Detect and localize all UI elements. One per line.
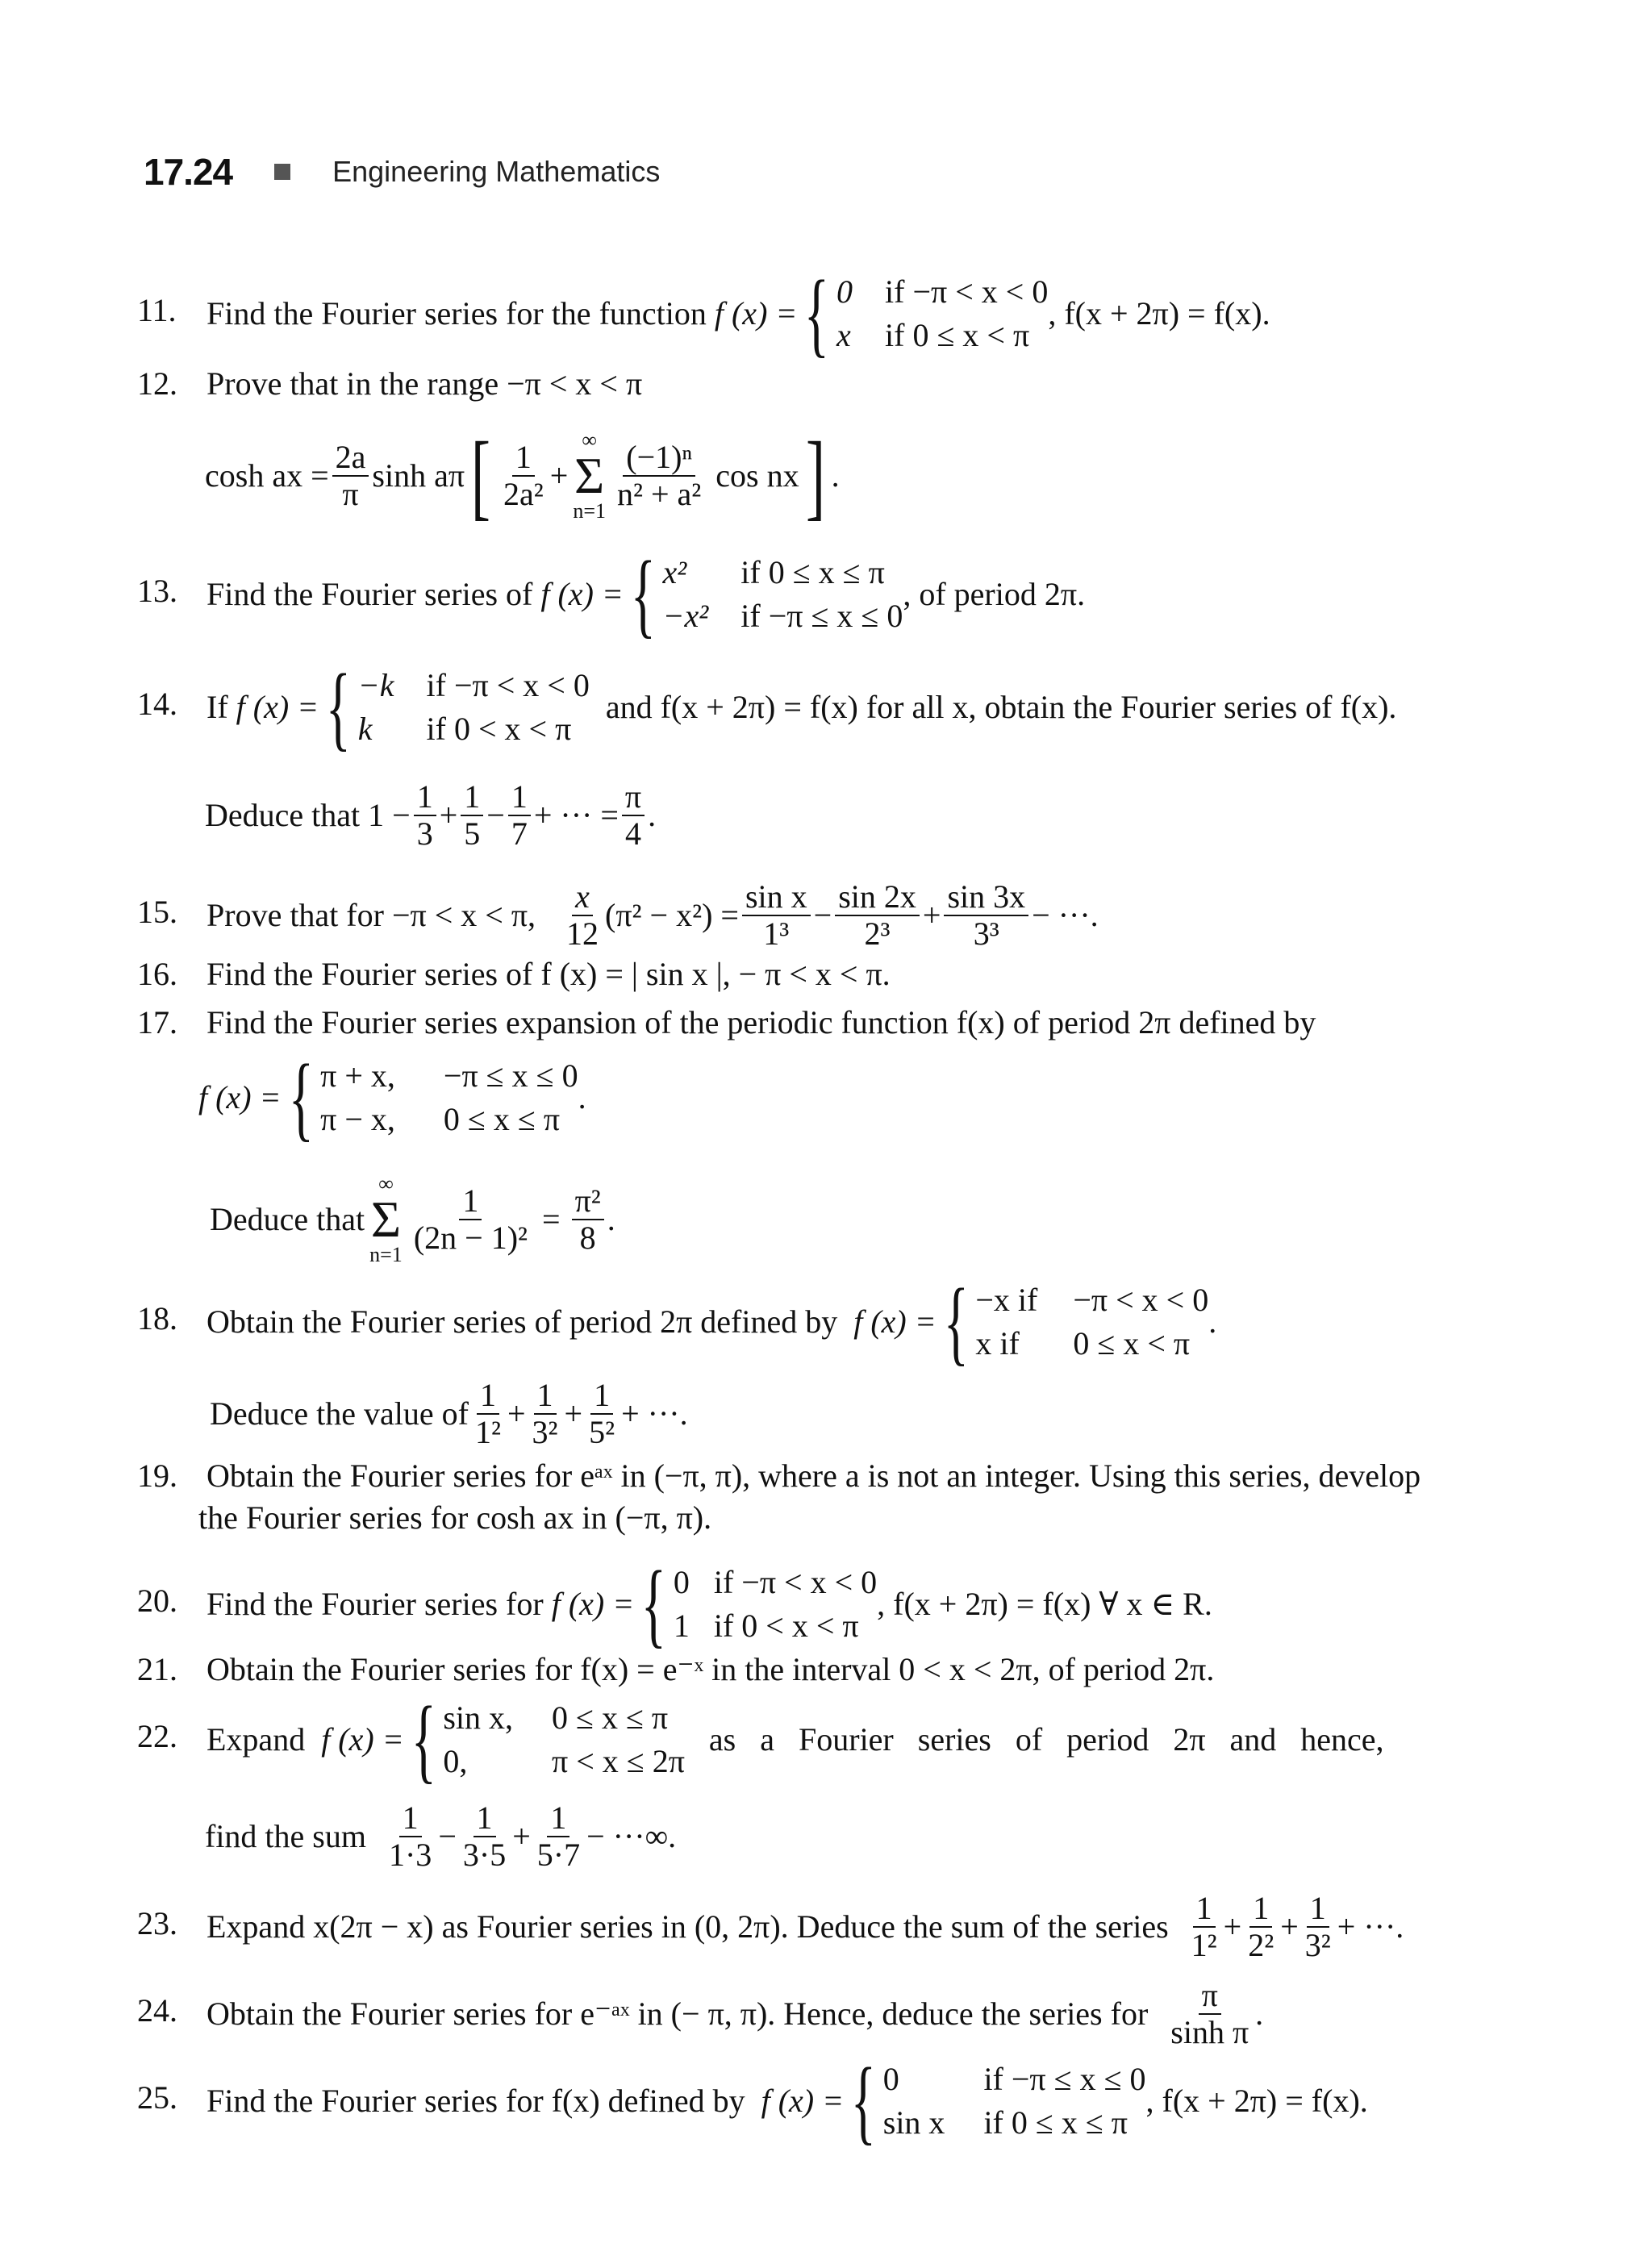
case-value: π − x, [320, 1101, 395, 1137]
end-period: . [648, 797, 657, 833]
case-condition: 0 ≤ x ≤ π [443, 1101, 561, 1137]
piecewise-cases [320, 1057, 578, 1139]
piecewise-cases [836, 273, 1048, 355]
numerator: 1 [534, 1378, 557, 1415]
left-brace: { [850, 2048, 877, 2154]
fraction [586, 1378, 618, 1450]
denominator: 3² [532, 1414, 558, 1450]
case-condition: if −π < x < 0 [885, 273, 1049, 310]
numerator: (−1)ⁿ [623, 440, 695, 477]
numerator: 1 [512, 440, 535, 477]
problem-text: Expand [206, 1721, 306, 1758]
case-condition: if −π < x < 0 [426, 667, 590, 703]
numerator: sin 2x [835, 879, 920, 916]
problem-24 [137, 1978, 1263, 2050]
denominator: 3³ [973, 915, 999, 952]
problem-text: Find the Fourier series for the function [206, 295, 707, 332]
series-tail: + ···. [1337, 1908, 1404, 1945]
sigma-icon: Σ [370, 1191, 402, 1248]
function-label: f (x) = [714, 295, 798, 332]
denominator: 1² [474, 1414, 501, 1450]
deduce-18: Deduce the value of $\frac{1}{\text{1²}}$ + $\frac{1}{\text{3²}}$ + $\frac{1}{\text{5²}}$ + ···. [210, 1377, 688, 1450]
case-condition: if 0 ≤ x ≤ π [983, 2104, 1128, 2141]
series-tail: + ··· = [533, 797, 619, 833]
numerator: 1 [473, 1800, 496, 1837]
deduce-17 [210, 1173, 615, 1266]
equation-12 [205, 422, 840, 529]
problem-number: 19. [137, 1457, 177, 1494]
problem-16 [137, 955, 891, 994]
case-condition: π < x ≤ 2π [552, 1743, 685, 1779]
case-condition: if −π ≤ x ≤ 0 [983, 2061, 1146, 2097]
piecewise-cases [975, 1281, 1208, 1363]
denominator: 1² [1191, 1927, 1217, 1963]
numerator: π [1199, 1978, 1221, 2015]
case-value: x if [975, 1325, 1020, 1362]
denominator: 7 [511, 815, 528, 852]
range-expression: −π < x < π [507, 365, 643, 402]
problem-13 [137, 541, 1086, 647]
cos-term: cos nx [715, 457, 799, 494]
sum-lower: n=1 [573, 499, 606, 523]
equation-lhs: cosh ax = [205, 457, 329, 494]
numerator: 1 [590, 1378, 613, 1415]
problem-number: 25. [137, 2079, 177, 2116]
end-period: . [578, 1079, 586, 1115]
fraction [461, 779, 483, 852]
case-condition: 0 ≤ x ≤ π [552, 1699, 669, 1736]
case-value: 0 [673, 1564, 690, 1600]
case-value: x² [662, 554, 687, 590]
problem-14 [137, 654, 1397, 760]
problem-text: Prove that in the range [206, 365, 499, 402]
problem-number: 21. [137, 1651, 177, 1687]
problem-20 [137, 1551, 1212, 1657]
fraction [614, 440, 704, 512]
problem-text: Obtain the Fourier series for eᵃˣ in (−π, π), where a is not an integer. Using this series, develop [206, 1457, 1421, 1494]
function-label: f (x) = [551, 1586, 635, 1622]
denominator: 3 [416, 815, 433, 852]
problem-text: Find the Fourier series for f(x) defined by [206, 2083, 745, 2119]
equals-sign: = [542, 1201, 561, 1237]
sum-upper: ∞ [582, 428, 597, 452]
fraction [529, 1378, 561, 1450]
problem-number: 23. [137, 1905, 177, 1942]
deduce-text: Deduce that [210, 1201, 365, 1237]
sum-lower: n=1 [369, 1243, 403, 1266]
numerator: 1 [1193, 1891, 1216, 1928]
fraction [460, 1800, 509, 1873]
denominator: 2² [1248, 1927, 1274, 1963]
function-label: f (x) = [853, 1303, 937, 1340]
numerator: sin x [742, 879, 811, 916]
problem-text: Find the Fourier series of f (x) = | sin x |, − π < x < π. [206, 956, 891, 992]
problem-text: Find the Fourier series expansion of the periodic function f(x) of period 2π defined by [206, 1004, 1316, 1040]
fraction [1302, 1891, 1334, 1963]
left-brace: { [411, 1687, 436, 1792]
problem-number: 14. [137, 686, 177, 723]
fraction [742, 879, 811, 952]
piecewise-cases [358, 666, 590, 749]
problem-19 [137, 1457, 1420, 1495]
fraction [835, 879, 920, 952]
case-value: 1 [673, 1608, 690, 1644]
numerator: x [572, 879, 593, 916]
problem-text: Find the Fourier series for [206, 1586, 544, 1622]
page-number: 17.24 [144, 151, 233, 193]
denominator: n² + a² [617, 476, 702, 512]
series-tail: − ···∞. [586, 1818, 677, 1854]
problem-number: 13. [137, 573, 177, 610]
denominator: 2³ [864, 915, 891, 952]
find-text: find the sum [205, 1818, 366, 1854]
numerator: 1 [547, 1800, 569, 1837]
problem-tail: and f(x + 2π) = f(x) for all x, obtain the Fourier series of f(x). [605, 689, 1397, 725]
end-period: . [831, 457, 840, 494]
case-value: −x if [975, 1282, 1038, 1318]
piecewise-cases [443, 1699, 685, 1781]
left-brace: { [630, 541, 656, 647]
case-value: 0, [443, 1743, 468, 1779]
series-tail: + ···. [621, 1395, 688, 1432]
end-period: . [607, 1201, 615, 1237]
denominator: 1³ [763, 915, 790, 952]
denominator: 4 [624, 815, 641, 852]
function-label: f (x) = [761, 2083, 845, 2119]
problem-tail: , f(x + 2π) = f(x) ∀ x ∈ R. [877, 1586, 1212, 1622]
problem-tail: as a Fourier series of period 2π and hence, [708, 1721, 1384, 1758]
fraction [944, 879, 1028, 952]
problem-number: 22. [137, 1718, 177, 1755]
summation [369, 1173, 403, 1266]
fraction [1245, 1891, 1277, 1963]
fraction [1188, 1891, 1220, 1963]
problem-number: 24. [137, 1992, 177, 2029]
piecewise-cases [663, 553, 903, 636]
series-tail: − ···. [1032, 897, 1099, 933]
end-period: . [1208, 1303, 1217, 1340]
case-condition: if −π ≤ x ≤ 0 [740, 598, 903, 634]
problem-text: If [206, 689, 228, 725]
fraction [414, 779, 436, 852]
book-title: Engineering Mathematics [332, 155, 661, 188]
fraction [563, 879, 602, 952]
case-condition: −π ≤ x ≤ 0 [443, 1057, 578, 1094]
lhs-rest: (π² − x²) = [605, 897, 739, 933]
case-condition: 0 ≤ x < π [1073, 1325, 1191, 1362]
definition-17 [198, 1045, 586, 1150]
case-value: −k [357, 667, 394, 703]
function-label: f (x) = [236, 689, 319, 725]
problem-22 [137, 1687, 1384, 1792]
problem-11 [137, 261, 1270, 366]
numerator: π [622, 779, 645, 816]
left-brace: { [804, 261, 830, 366]
problem-tail: , f(x + 2π) = f(x). [1145, 2083, 1368, 2119]
denominator: (2n − 1)² [413, 1220, 528, 1256]
denominator: π [342, 476, 359, 512]
left-bracket: [ [471, 422, 491, 529]
numerator: π² [572, 1183, 604, 1220]
problem-text: Expand x(2π − x) as Fourier series in (0, 2π). Deduce the sum of the series [206, 1908, 1169, 1945]
deduce-14: Deduce that 1 − $\frac{1}{3}$ + $\frac{1}{5}$ − $\frac{1}{7}$ + ··· = $\frac{\pi}{4}$ . [205, 778, 657, 852]
function-label: f (x) = [321, 1721, 404, 1758]
header-square-icon [274, 164, 290, 180]
problem-number: 17. [137, 1004, 177, 1040]
function-label: f (x) = [540, 576, 624, 612]
case-value: 0 [836, 273, 853, 310]
problem-text: Obtain the Fourier series of period 2π defined by [206, 1303, 838, 1340]
problem-15: 15. Prove that for −π < x < π, $\frac{x}{12}$ (π² − x²) = $\frac{\text{sin x}}{\text{1³}}$ − $\frac{\sin 2x}{\text{2³}}$ + $\frac{\sin 3x}{\text{3³}}$ − ···. [137, 878, 1099, 952]
fraction [622, 779, 645, 852]
plus-sign: + [549, 457, 569, 494]
denominator: 3·5 [462, 1837, 507, 1873]
numerator: 1 [414, 779, 436, 816]
numerator: 1 [477, 1378, 499, 1415]
left-brace: { [640, 1551, 667, 1657]
numerator: 1 [399, 1800, 422, 1837]
left-brace: { [943, 1269, 969, 1374]
problem-text: the Fourier series for cosh ax in (−π, π). [198, 1499, 712, 1536]
problem-tail: , f(x + 2π) = f(x). [1048, 295, 1270, 332]
case-value: π + x, [320, 1057, 395, 1094]
denominator: 2a² [503, 476, 544, 512]
fraction [534, 1800, 583, 1873]
case-condition: if 0 < x < π [426, 711, 572, 747]
left-brace: { [288, 1045, 314, 1150]
problem-21 [137, 1650, 1214, 1689]
numerator: 2a [332, 440, 369, 477]
case-value: x [836, 317, 851, 353]
case-condition: if 0 < x < π [713, 1608, 859, 1644]
problem-23: 23. Expand x(2π − x) as Fourier series in (0, 2π). Deduce the sum of the series $\frac{1}{\text{1²}}$ + $\frac{1}{\text{2²}}$ + $\frac{1}{\text{3²}}$ + ···. [137, 1890, 1404, 1963]
right-bracket: ] [805, 422, 825, 529]
fraction [411, 1183, 531, 1256]
denominator: sinh π [1170, 2014, 1249, 2050]
problem-number: 16. [137, 956, 177, 992]
numerator: 1 [461, 779, 483, 816]
deduce-text: Deduce that 1 − [205, 797, 411, 833]
fraction [1167, 1978, 1252, 2050]
denominator: 5² [589, 1414, 615, 1450]
case-condition: if 0 ≤ x < π [885, 317, 1030, 353]
case-value: sin x, [443, 1699, 514, 1736]
problem-text: Prove that for −π < x < π, [206, 897, 536, 933]
sigma-icon: Σ [574, 447, 605, 504]
piecewise-cases [674, 1563, 877, 1645]
problem-17 [137, 1003, 1316, 1042]
case-value: k [357, 711, 373, 747]
problem-tail: , of period 2π. [903, 576, 1086, 612]
fraction [386, 1800, 435, 1873]
denominator: 12 [566, 915, 599, 952]
problem-19-line2 [198, 1499, 711, 1537]
fraction [572, 1183, 604, 1256]
numerator: 1 [1249, 1891, 1272, 1928]
case-condition: −π < x < 0 [1073, 1282, 1209, 1318]
problem-number: 20. [137, 1583, 177, 1620]
problem-25 [137, 2048, 1368, 2154]
numerator: 1 [1307, 1891, 1329, 1928]
problem-text: Obtain the Fourier series for f(x) = e⁻ˣ in the interval 0 < x < 2π, of period 2π. [206, 1651, 1215, 1687]
fraction [508, 779, 531, 852]
problem-number: 18. [137, 1300, 177, 1337]
denominator: 5 [464, 815, 481, 852]
denominator: 5·7 [536, 1837, 581, 1873]
left-brace: { [325, 654, 352, 760]
problem-12 [137, 365, 642, 403]
find-sum-22: find the sum $\frac{1}{1\cdot 3}$ − $\frac{1}{3\cdot 5}$ + $\frac{1}{5\cdot 7}$ − ···∞. [205, 1799, 677, 1873]
function-label: f (x) = [198, 1079, 282, 1115]
problem-number: 11. [137, 292, 177, 329]
denominator: 8 [579, 1220, 596, 1256]
problem-number: 12. [137, 365, 177, 402]
case-value: 0 [882, 2061, 899, 2097]
summation [573, 429, 606, 523]
fraction [500, 440, 547, 512]
denominator: 3² [1304, 1927, 1331, 1963]
end-period: . [1255, 1995, 1264, 2032]
sinh-term: sinh aπ [372, 457, 465, 494]
deduce-text: Deduce the value of [210, 1395, 469, 1432]
numerator: 1 [508, 779, 531, 816]
problem-number: 15. [137, 894, 177, 931]
numerator: 1 [459, 1183, 482, 1220]
numerator: sin 3x [944, 879, 1028, 916]
page-header [144, 144, 660, 200]
problem-text: Find the Fourier series of [206, 576, 533, 612]
problem-text: Obtain the Fourier series for e⁻ᵃˣ in (− π, π). Hence, deduce the series for [206, 1995, 1149, 2032]
fraction [472, 1378, 504, 1450]
case-value: −x² [662, 598, 709, 634]
piecewise-cases [883, 2060, 1146, 2142]
sum-upper: ∞ [378, 1172, 394, 1195]
case-value: sin x [882, 2104, 945, 2141]
problem-18 [137, 1269, 1217, 1374]
case-condition: if −π < x < 0 [713, 1564, 878, 1600]
fraction [332, 440, 369, 512]
denominator: 1·3 [388, 1837, 432, 1873]
case-condition: if 0 ≤ x ≤ π [740, 554, 885, 590]
